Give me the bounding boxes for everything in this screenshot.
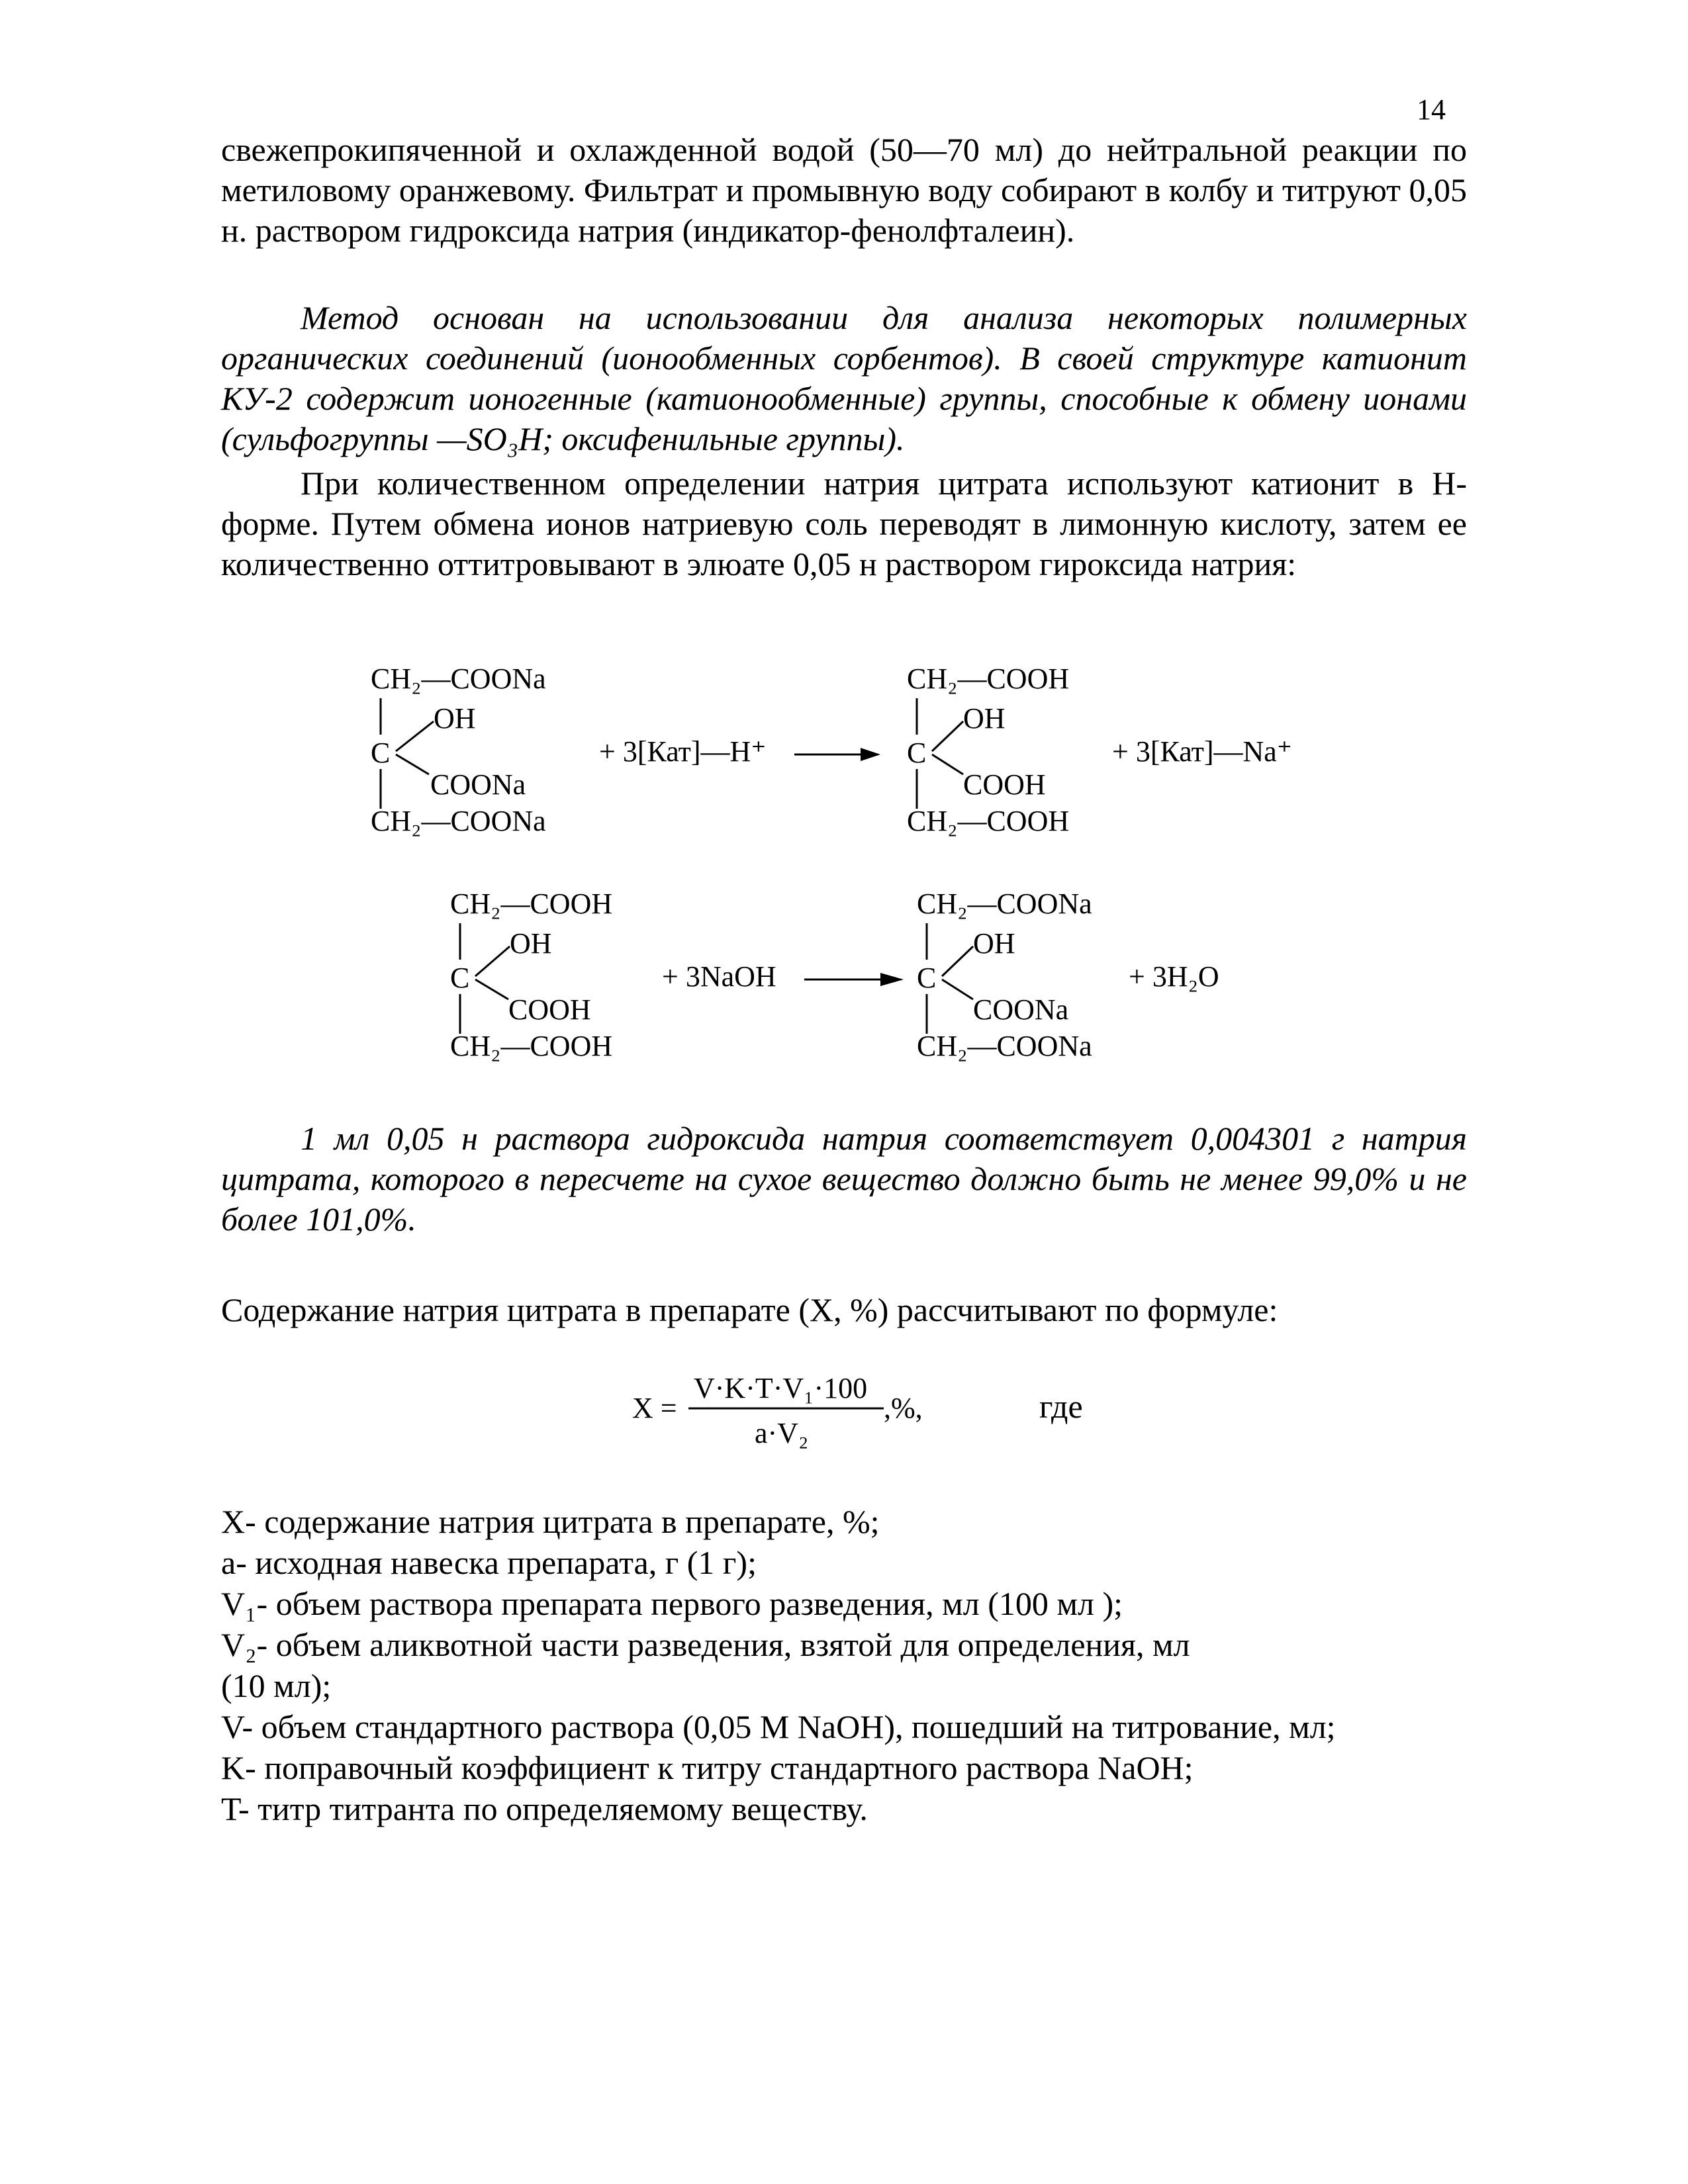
rxn2-right-mid: COONa <box>973 993 1069 1026</box>
arrow-icon <box>861 748 880 761</box>
definition-v: V- объем стандартного раствора (0,05 М NaOH), пошедший на титрование, мл; <box>221 1708 1336 1745</box>
reaction-2 <box>0 880 1688 1079</box>
paragraph-titration: свежепрокипяченной и охлажденной водой (50—70 мл) до нейтральной реакции по метиловому оранжевому. Фильтрат и промывную воду собирают в колбу и титруют 0,05 н. раствором гидроксида натрия (индикатор-фенолфталеин). <box>221 131 1467 249</box>
rxn1-product: + 3[Кат]—Na⁺ <box>1112 735 1293 768</box>
rxn1-left-c: C <box>371 737 391 769</box>
bond <box>475 946 510 976</box>
rxn1-left-oh: OH <box>434 702 476 735</box>
bond <box>932 754 963 774</box>
rxn1-right-oh: OH <box>963 702 1006 735</box>
formula <box>0 1363 1688 1463</box>
rxn2-right-c: C <box>917 962 937 994</box>
formula-where: где <box>1039 1388 1083 1425</box>
formula-numerator: V·K·T·V₁·100 <box>694 1372 868 1404</box>
formula-lhs: X = <box>632 1392 677 1424</box>
arrow-icon <box>880 973 904 986</box>
definition-x: X- содержание натрия цитрата в препарате, %; <box>221 1503 880 1540</box>
rxn2-left-mid: COOH <box>508 993 591 1026</box>
rxn1-right-top: CH₂—COOH <box>907 662 1070 695</box>
bond <box>396 721 434 751</box>
rxn2-left-top: CH₂—COOH <box>450 887 613 920</box>
rxn2-product: + 3H₂O <box>1129 960 1219 993</box>
paragraph-equivalence: 1 мл 0,05 н раствора гидроксида натрия соответствует 0,004301 г натрия цитрата, которого в пересчете на сухое вещество должно быть не менее 99,0% и не более 101,0%. <box>221 1120 1467 1238</box>
rxn1-left-top: CH₂—COONa <box>371 662 546 695</box>
definition-k: K- поправочный коэффициент к титру стандартного раствора NaOH; <box>221 1749 1194 1786</box>
rxn1-right-c: C <box>907 737 927 769</box>
reaction-1 <box>0 655 1688 854</box>
definition-v1: V₁- объем раствора препарата первого разведения, мл (100 мл ); <box>221 1585 1123 1622</box>
paragraph-quantitative: При количественном определении натрия цитрата используют катионит в Н-форме. Путем обмена ионов натриевую соль переводят в лимонную кислоту, затем ее количественно оттитровывают в элюате 0,05 н раствором гироксида натрия: <box>221 465 1467 582</box>
rxn2-left-oh: OH <box>510 927 552 960</box>
rxn2-right-bottom: CH₂—COONa <box>917 1030 1092 1062</box>
formula-unit: ,%, <box>884 1392 923 1424</box>
bond <box>932 721 963 751</box>
bond <box>396 754 429 774</box>
definition-t: T- титр титранта по определяемому веществу. <box>221 1790 868 1827</box>
bond <box>475 979 508 999</box>
definition-v2-cont: (10 мл); <box>221 1667 332 1704</box>
bond <box>942 979 973 999</box>
rxn1-left-bottom: CH₂—COONa <box>371 805 546 837</box>
rxn1-right-mid: COOH <box>963 768 1046 801</box>
rxn2-reagent: + 3NaOH <box>662 960 776 993</box>
rxn2-right-top: CH₂—COONa <box>917 887 1092 920</box>
bond <box>942 946 973 976</box>
formula-denominator: a·V₂ <box>755 1417 809 1449</box>
definition-a: a- исходная навеска препарата, г (1 г); <box>221 1544 757 1581</box>
paragraph-method: Метод основан на использовании для анализа некоторых полимерных органических соединений (ионообменных сорбентов). В своей структуре катионит КУ-2 содержит ионогенные (катионообменные) группы, способные к обмену ионами (сульфогруппы —SO₃H; оксифенильные группы). <box>221 299 1467 457</box>
rxn2-right-oh: OH <box>973 927 1015 960</box>
paragraph-formula-intro: Содержание натрия цитрата в препарате (X, %) рассчитывают по формуле: <box>221 1291 1278 1328</box>
definition-v2: V₂- объем аликвотной части разведения, взятой для определения, мл <box>221 1626 1190 1663</box>
rxn2-left-bottom: CH₂—COOH <box>450 1030 613 1062</box>
page-number: 14 <box>1417 93 1446 126</box>
rxn1-right-bottom: CH₂—COOH <box>907 805 1070 837</box>
rxn1-reagent: + 3[Кат]—H⁺ <box>599 735 767 768</box>
rxn1-left-mid: COONa <box>430 768 526 801</box>
rxn2-left-c: C <box>450 962 470 994</box>
